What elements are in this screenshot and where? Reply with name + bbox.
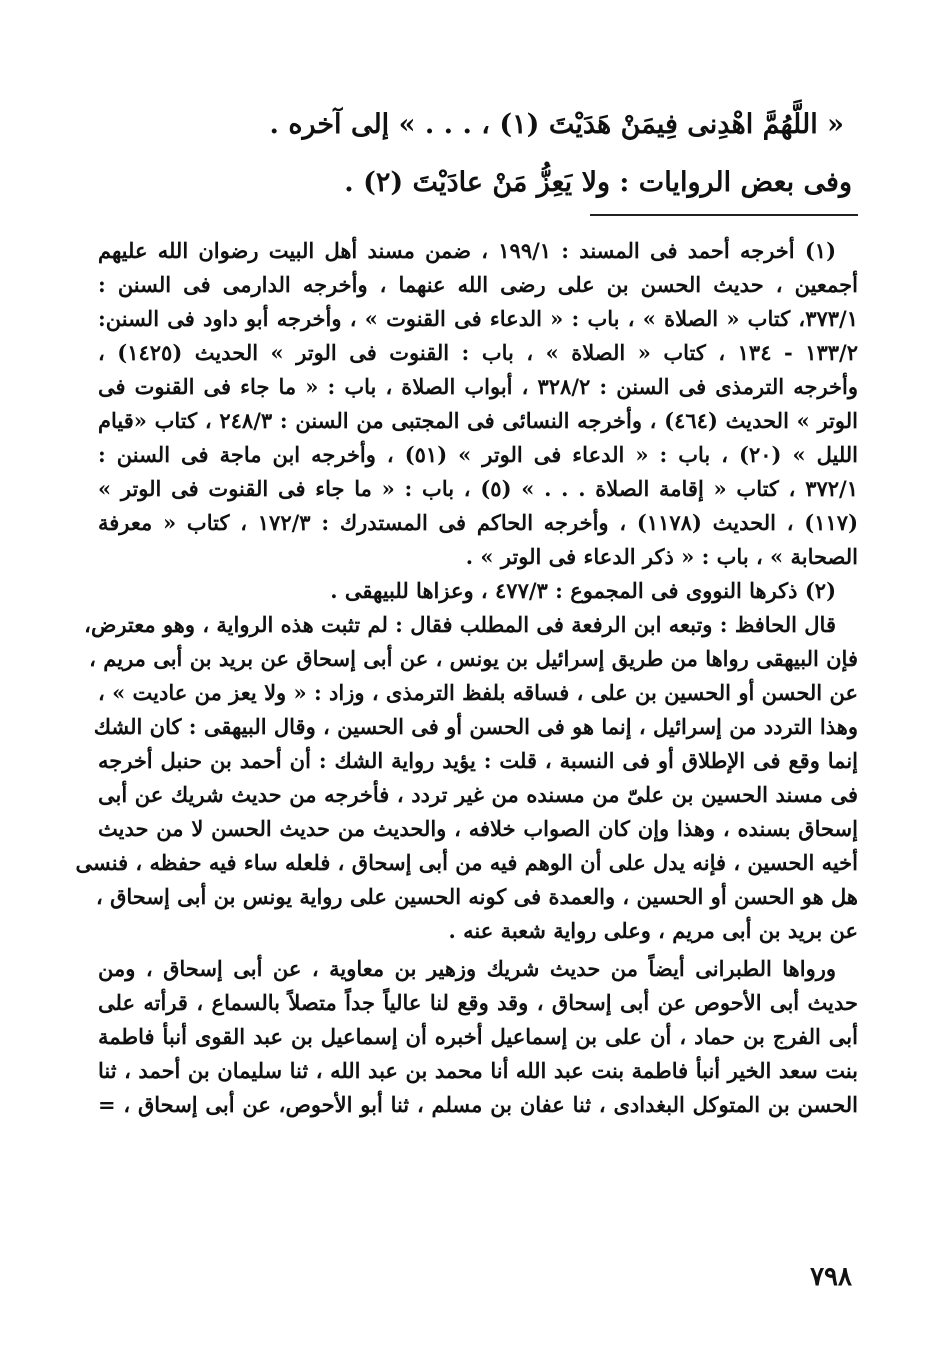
footnote-line: أجمعين ، حديث الحسن بن على رضى الله عنهما ، وأخرجه الدارمى فى السنن : — [98, 272, 858, 297]
footnote-line: بنت سعد الخير أنبأ فاطمة بنت عبد الله أنا محمد بن عبد الله ، ثنا سليمان بن أحمد ، ثنا — [98, 1058, 858, 1083]
footnotes-block — [75, 234, 859, 1122]
footnote-line: ٣٧٣/١، كتاب « الصلاة » ، باب : « الدعاء فى القنوت » ، وأخرجه أبو داود فى السنن: — [98, 306, 858, 331]
footnote-line: الوتر » الحديث (٤٦٤) ، وأخرجه النسائى فى المجتبى من السنن : ٢٤٨/٣ ، كتاب «قيام — [98, 408, 858, 433]
footnote-line: الحسن بن المتوكل البغدادى ، ثنا عفان بن مسلم ، ثنا أبو الأحوص، عن أبى إسحاق ، = — [98, 1092, 858, 1117]
footnote-line: ٣٧٢/١ ، كتاب « إقامة الصلاة . . . » (٥) ، باب : « ما جاء فى القنوت فى الوتر » — [98, 476, 858, 501]
footnote-line: فى مسند الحسين بن علىّ من مسنده من غير تردد ، فأخرجه من حديث شريك عن أبى — [98, 782, 858, 807]
footnote-line: (٢) ذكرها النووى فى المجموع : ٤٧٧/٣ ، وعزاها للبيهقى . — [330, 578, 836, 603]
footnote-line: إنما وقع فى الإطلاق أو فى النسبة ، قلت : يؤيد رواية الشك : أن أحمد بن حنبل أخرجه — [98, 748, 858, 773]
footnote-line: أخيه الحسين ، فإنه يدل على أن الوهم فيه من أبى إسحاق ، فلعله ساء فيه حفظه ، فنسى — [75, 850, 858, 875]
footnote-line: إسحاق بسنده ، وهذا وإن كان الصواب خلافه ، والحديث من حديث الحسن لا من حديث — [98, 816, 858, 841]
main-text-block — [92, 96, 852, 212]
footnote-line: قال الحافظ : وتبعه ابن الرفعة فى المطلب فقال : لم تثبت هذه الرواية ، وهو معترض، — [84, 612, 836, 637]
footnote-line: (١١٧) ، الحديث (١١٧٨) ، وأخرجه الحاكم فى المستدرك : ١٧٢/٣ ، كتاب « معرفة — [98, 510, 858, 535]
footnote-line: الصحابة » ، باب : « ذكر الدعاء فى الوتر » . — [465, 544, 858, 569]
footnote-line: فإن البيهقى رواها من طريق إسرائيل بن يونس ، عن أبى إسحاق عن بريد بن أبى مريم ، — [89, 646, 858, 671]
footnote-line: الليل » (٢٠) ، باب : « الدعاء فى الوتر » (٥١) ، وأخرجه ابن ماجة فى السنن : — [98, 442, 858, 467]
footnote-line: ١٣٣/٢ - ١٣٤ ، كتاب « الصلاة » ، باب : القنوت فى الوتر » الحديث (١٤٢٥) ، — [98, 340, 859, 365]
footnote-1 — [98, 234, 858, 574]
footnote-line: عن بريد بن أبى مريم ، وعلى رواية شعبة عنه . — [448, 918, 858, 943]
footnote-line: وهذا التردد من إسرائيل ، إنما هو فى الحسن أو فى الحسين ، وقال البيهقى : كان الشك — [93, 714, 858, 739]
footnote-2 — [75, 574, 858, 1122]
footnote-line: ورواها الطبرانى أيضاً من حديث شريك وزهير بن معاوية ، عن أبى إسحاق ، ومن — [98, 956, 836, 981]
main-text-line: وفى بعض الروايات : ولا يَعِزُّ مَنْ عادَيْتَ (٢) . — [344, 167, 852, 198]
footnote-separator-rule — [590, 214, 858, 216]
footnote-line: أبى الفرج بن حماد ، أن على بن إسماعيل أخبره أن إسماعيل بن عبد القوى أنبأ فاطمة — [98, 1024, 858, 1049]
footnote-line: (١) أخرجه أحمد فى المسند : ١٩٩/١ ، ضمن مسند أهل البيت رضوان الله عليهم — [98, 238, 837, 263]
footnote-line: عن الحسن أو الحسين بن على ، فساقه بلفظ الترمذى ، وزاد : « ولا يعز من عاديت » ، — [98, 680, 858, 705]
page-number: ٧٩٨ — [810, 1262, 852, 1292]
footnote-line: وأخرجه الترمذى فى السنن : ٣٢٨/٢ ، أبواب الصلاة ، باب : « ما جاء فى القنوت فى — [98, 374, 858, 399]
main-text-line: « اللَّهُمَّ اهْدِنى فِيمَنْ هَدَيْتَ (١) ، . . . » إلى آخره . — [269, 109, 844, 140]
footnote-line: هل هو الحسن أو الحسين ، والعمدة فى كونه الحسين على رواية يونس بن أبى إسحاق ، — [96, 884, 858, 909]
footnote-line: حديث أبى الأحوص عن أبى إسحاق ، وقد وقع لنا عالياً جداً متصلاً بالسماع ، قرأته على — [98, 990, 858, 1015]
